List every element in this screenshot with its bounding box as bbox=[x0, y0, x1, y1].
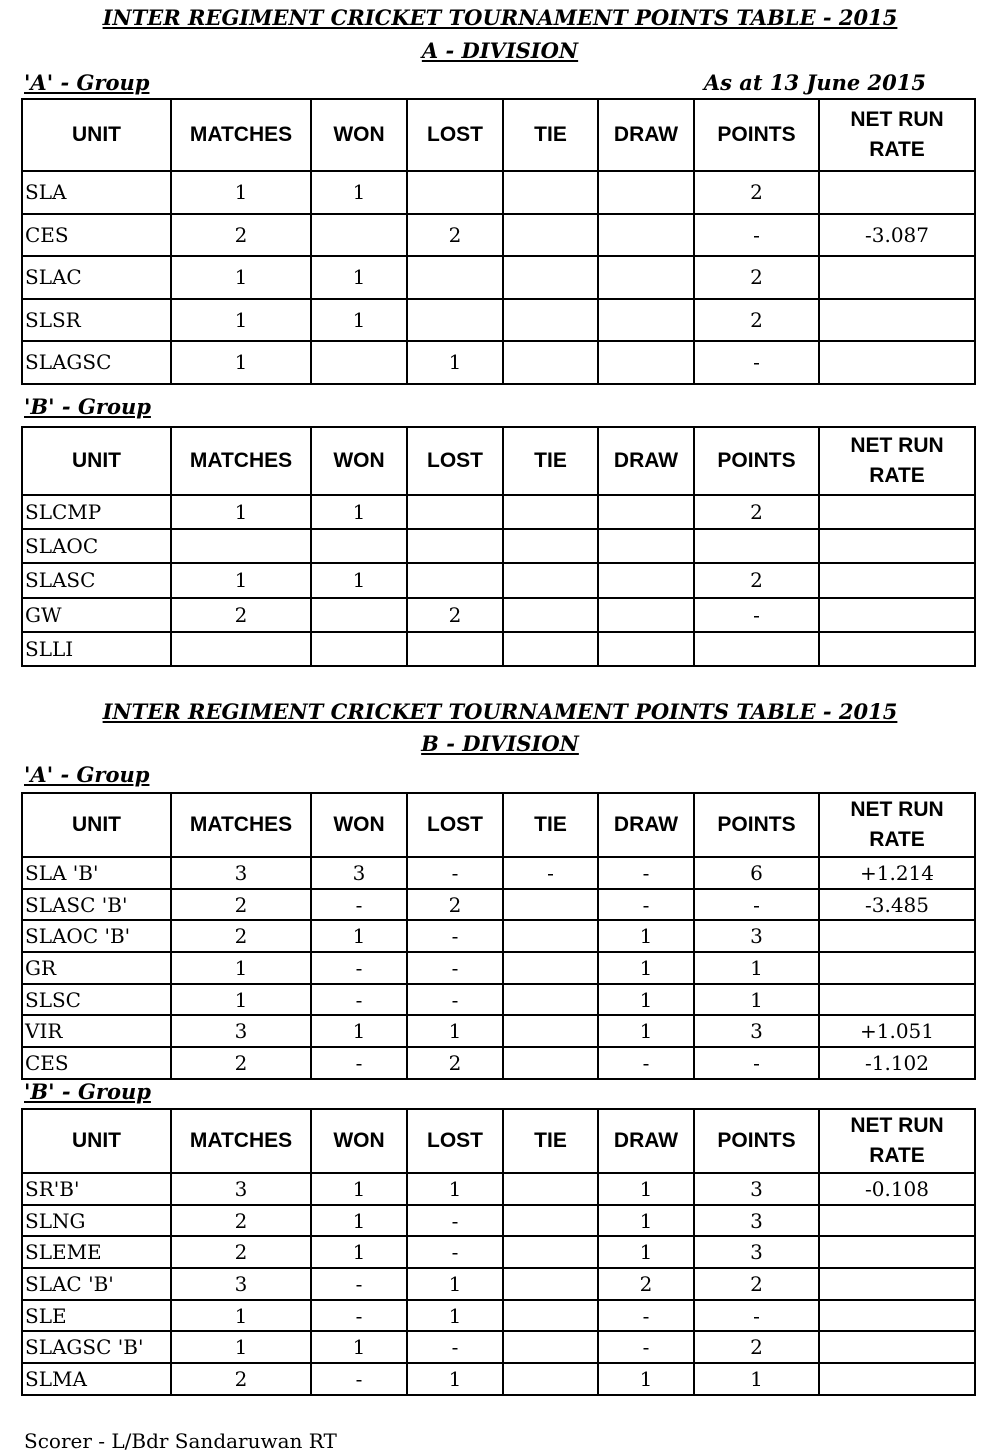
header-draw: DRAW bbox=[598, 99, 694, 171]
cell-draw: - bbox=[598, 1331, 694, 1363]
cell-unit: SLA 'B' bbox=[22, 857, 171, 889]
cell-points: - bbox=[694, 1047, 819, 1079]
cell-tie bbox=[503, 952, 598, 984]
header-points: POINTS bbox=[694, 793, 819, 857]
as-at-date: As at 13 June 2015 bbox=[703, 70, 926, 95]
cell-tie bbox=[503, 1363, 598, 1395]
cell-lost: 1 bbox=[407, 1015, 503, 1047]
division-b-title: INTER REGIMENT CRICKET TOURNAMENT POINTS TABLE - 2015 bbox=[102, 699, 898, 724]
header-won: WON bbox=[311, 1109, 407, 1173]
cell-lost: 1 bbox=[407, 1363, 503, 1395]
table-row bbox=[22, 563, 975, 597]
cell-nrr bbox=[819, 984, 975, 1016]
table-row bbox=[22, 598, 975, 632]
cell-won: 1 bbox=[311, 495, 407, 529]
cell-nrr bbox=[819, 563, 975, 597]
cell-unit: GR bbox=[22, 952, 171, 984]
header-nrr: NET RUN RATE bbox=[819, 793, 975, 857]
cell-points: 6 bbox=[694, 857, 819, 889]
cell-draw: 1 bbox=[598, 1205, 694, 1237]
cell-nrr bbox=[819, 1205, 975, 1237]
header-unit: UNIT bbox=[22, 793, 171, 857]
cell-lost: 2 bbox=[407, 598, 503, 632]
cell-draw bbox=[598, 632, 694, 666]
cell-draw: 1 bbox=[598, 1015, 694, 1047]
cell-lost bbox=[407, 632, 503, 666]
cell-unit: SLNG bbox=[22, 1205, 171, 1237]
cell-points: 3 bbox=[694, 1173, 819, 1205]
cell-points: 3 bbox=[694, 920, 819, 952]
cell-lost: - bbox=[407, 920, 503, 952]
cell-draw: 2 bbox=[598, 1268, 694, 1300]
cell-nrr: -3.485 bbox=[819, 889, 975, 921]
table-row bbox=[22, 1047, 975, 1079]
cell-lost bbox=[407, 299, 503, 342]
cell-unit: SLMA bbox=[22, 1363, 171, 1395]
cell-unit: CES bbox=[22, 1047, 171, 1079]
cell-tie bbox=[503, 889, 598, 921]
cell-points: 1 bbox=[694, 1363, 819, 1395]
cell-points: 2 bbox=[694, 171, 819, 214]
cell-points: 2 bbox=[694, 563, 819, 597]
cell-points: 2 bbox=[694, 495, 819, 529]
cell-matches: 1 bbox=[171, 1300, 311, 1332]
cell-unit: SR'B' bbox=[22, 1173, 171, 1205]
cell-lost: - bbox=[407, 1205, 503, 1237]
cell-draw bbox=[598, 214, 694, 257]
cell-draw bbox=[598, 171, 694, 214]
cell-draw: 1 bbox=[598, 1236, 694, 1268]
header-nrr: NET RUN RATE bbox=[819, 1109, 975, 1173]
cell-matches: 1 bbox=[171, 1331, 311, 1363]
cell-nrr: +1.051 bbox=[819, 1015, 975, 1047]
cell-tie bbox=[503, 598, 598, 632]
table-row bbox=[22, 1363, 975, 1395]
header-tie: TIE bbox=[503, 1109, 598, 1173]
cell-lost: - bbox=[407, 952, 503, 984]
cell-won: 1 bbox=[311, 1205, 407, 1237]
cell-won bbox=[311, 598, 407, 632]
cell-won: 1 bbox=[311, 171, 407, 214]
header-won: WON bbox=[311, 99, 407, 171]
cell-matches: 2 bbox=[171, 1363, 311, 1395]
cell-won: - bbox=[311, 952, 407, 984]
cell-lost: - bbox=[407, 984, 503, 1016]
division-a-group-a-label: 'A' - Group bbox=[24, 70, 150, 95]
cell-nrr: -1.102 bbox=[819, 1047, 975, 1079]
scorer-credit: Scorer - L/Bdr Sandaruwan RT bbox=[24, 1429, 337, 1453]
table-row bbox=[22, 1236, 975, 1268]
cell-lost: 1 bbox=[407, 1268, 503, 1300]
cell-tie bbox=[503, 299, 598, 342]
cell-tie bbox=[503, 1173, 598, 1205]
cell-nrr bbox=[819, 529, 975, 563]
cell-points: - bbox=[694, 598, 819, 632]
cell-unit: SLSR bbox=[22, 299, 171, 342]
table-row bbox=[22, 632, 975, 666]
division-b-group-b-table bbox=[21, 1108, 976, 1396]
cell-won: - bbox=[311, 984, 407, 1016]
table-row bbox=[22, 529, 975, 563]
cell-tie bbox=[503, 1331, 598, 1363]
header-draw: DRAW bbox=[598, 1109, 694, 1173]
cell-lost: - bbox=[407, 1236, 503, 1268]
cell-matches: 1 bbox=[171, 256, 311, 299]
cell-unit: SLCMP bbox=[22, 495, 171, 529]
cell-matches: 2 bbox=[171, 920, 311, 952]
cell-nrr bbox=[819, 1236, 975, 1268]
header-unit: UNIT bbox=[22, 1109, 171, 1173]
header-points: POINTS bbox=[694, 427, 819, 495]
cell-points: - bbox=[694, 1300, 819, 1332]
cell-won: 1 bbox=[311, 299, 407, 342]
cell-draw: 1 bbox=[598, 920, 694, 952]
cell-unit: SLASC 'B' bbox=[22, 889, 171, 921]
table-row bbox=[22, 171, 975, 214]
cell-tie bbox=[503, 529, 598, 563]
cell-matches bbox=[171, 529, 311, 563]
header-won: WON bbox=[311, 793, 407, 857]
header-nrr: NET RUN RATE bbox=[819, 99, 975, 171]
table-row bbox=[22, 857, 975, 889]
cell-points bbox=[694, 529, 819, 563]
cell-won: - bbox=[311, 889, 407, 921]
header-tie: TIE bbox=[503, 427, 598, 495]
header-matches: MATCHES bbox=[171, 793, 311, 857]
cell-nrr bbox=[819, 299, 975, 342]
header-lost: LOST bbox=[407, 99, 503, 171]
division-a-subtitle: A - DIVISION bbox=[421, 38, 579, 63]
cell-matches: 3 bbox=[171, 1015, 311, 1047]
cell-lost bbox=[407, 495, 503, 529]
cell-nrr bbox=[819, 1300, 975, 1332]
cell-matches: 3 bbox=[171, 857, 311, 889]
table-row bbox=[22, 920, 975, 952]
header-matches: MATCHES bbox=[171, 427, 311, 495]
cell-tie bbox=[503, 1015, 598, 1047]
cell-lost bbox=[407, 171, 503, 214]
cell-unit: SLASC bbox=[22, 563, 171, 597]
cell-points: - bbox=[694, 341, 819, 384]
cell-unit: SLE bbox=[22, 1300, 171, 1332]
cell-lost: 1 bbox=[407, 1300, 503, 1332]
cell-draw bbox=[598, 341, 694, 384]
cell-won bbox=[311, 214, 407, 257]
table-row bbox=[22, 1300, 975, 1332]
table-row bbox=[22, 952, 975, 984]
cell-lost: 1 bbox=[407, 1173, 503, 1205]
cell-unit: SLAGSC 'B' bbox=[22, 1331, 171, 1363]
header-lost: LOST bbox=[407, 427, 503, 495]
cell-matches: 2 bbox=[171, 1047, 311, 1079]
cell-won bbox=[311, 632, 407, 666]
cell-unit: SLAOC 'B' bbox=[22, 920, 171, 952]
cell-won: 1 bbox=[311, 920, 407, 952]
cell-nrr bbox=[819, 598, 975, 632]
cell-won: - bbox=[311, 1363, 407, 1395]
cell-points: - bbox=[694, 214, 819, 257]
division-b-subtitle: B - DIVISION bbox=[421, 731, 579, 756]
table-row bbox=[22, 1205, 975, 1237]
cell-tie bbox=[503, 1205, 598, 1237]
cell-matches: 1 bbox=[171, 984, 311, 1016]
cell-points: - bbox=[694, 889, 819, 921]
cell-matches: 1 bbox=[171, 952, 311, 984]
cell-lost: - bbox=[407, 857, 503, 889]
cell-points: 1 bbox=[694, 984, 819, 1016]
cell-won: 1 bbox=[311, 1015, 407, 1047]
table-row bbox=[22, 495, 975, 529]
cell-tie bbox=[503, 1047, 598, 1079]
cell-tie bbox=[503, 563, 598, 597]
header-lost: LOST bbox=[407, 793, 503, 857]
cell-draw bbox=[598, 563, 694, 597]
cell-matches: 1 bbox=[171, 563, 311, 597]
cell-unit: GW bbox=[22, 598, 171, 632]
cell-draw bbox=[598, 256, 694, 299]
cell-nrr bbox=[819, 256, 975, 299]
cell-draw: - bbox=[598, 857, 694, 889]
cell-points: 1 bbox=[694, 952, 819, 984]
cell-nrr bbox=[819, 952, 975, 984]
cell-won bbox=[311, 529, 407, 563]
header-points: POINTS bbox=[694, 1109, 819, 1173]
header-unit: UNIT bbox=[22, 99, 171, 171]
cell-tie bbox=[503, 632, 598, 666]
cell-draw bbox=[598, 299, 694, 342]
table-row bbox=[22, 1015, 975, 1047]
table-row bbox=[22, 1268, 975, 1300]
cell-points: 3 bbox=[694, 1236, 819, 1268]
table-row bbox=[22, 1173, 975, 1205]
cell-tie bbox=[503, 1236, 598, 1268]
header-won: WON bbox=[311, 427, 407, 495]
header-tie: TIE bbox=[503, 793, 598, 857]
cell-nrr bbox=[819, 1331, 975, 1363]
cell-lost: - bbox=[407, 1331, 503, 1363]
cell-won: 1 bbox=[311, 563, 407, 597]
cell-won: - bbox=[311, 1047, 407, 1079]
cell-nrr bbox=[819, 920, 975, 952]
cell-won: 1 bbox=[311, 1173, 407, 1205]
cell-matches: 2 bbox=[171, 889, 311, 921]
cell-lost: 2 bbox=[407, 214, 503, 257]
cell-unit: SLAOC bbox=[22, 529, 171, 563]
cell-matches: 2 bbox=[171, 1236, 311, 1268]
cell-nrr: -3.087 bbox=[819, 214, 975, 257]
header-points: POINTS bbox=[694, 99, 819, 171]
division-b-group-b-label: 'B' - Group bbox=[24, 1079, 151, 1104]
cell-points: 3 bbox=[694, 1015, 819, 1047]
cell-matches: 1 bbox=[171, 495, 311, 529]
division-b-group-a-label: 'A' - Group bbox=[24, 762, 150, 787]
cell-tie bbox=[503, 341, 598, 384]
cell-nrr bbox=[819, 495, 975, 529]
cell-points: 3 bbox=[694, 1205, 819, 1237]
cell-points bbox=[694, 632, 819, 666]
cell-matches: 2 bbox=[171, 598, 311, 632]
cell-won: 1 bbox=[311, 256, 407, 299]
cell-draw bbox=[598, 529, 694, 563]
cell-tie bbox=[503, 1268, 598, 1300]
header-matches: MATCHES bbox=[171, 1109, 311, 1173]
cell-matches: 2 bbox=[171, 1205, 311, 1237]
cell-tie bbox=[503, 1300, 598, 1332]
header-matches: MATCHES bbox=[171, 99, 311, 171]
cell-tie: - bbox=[503, 857, 598, 889]
cell-draw: 1 bbox=[598, 984, 694, 1016]
cell-nrr bbox=[819, 1268, 975, 1300]
cell-matches: 1 bbox=[171, 341, 311, 384]
cell-lost bbox=[407, 256, 503, 299]
cell-draw: 1 bbox=[598, 1363, 694, 1395]
cell-lost: 1 bbox=[407, 341, 503, 384]
cell-unit: SLAC bbox=[22, 256, 171, 299]
cell-won: 3 bbox=[311, 857, 407, 889]
table-row bbox=[22, 341, 975, 384]
cell-draw bbox=[598, 598, 694, 632]
cell-points: 2 bbox=[694, 256, 819, 299]
cell-points: 2 bbox=[694, 299, 819, 342]
division-a-group-b-table bbox=[21, 426, 976, 667]
cell-matches bbox=[171, 632, 311, 666]
cell-matches: 1 bbox=[171, 171, 311, 214]
table-row bbox=[22, 984, 975, 1016]
cell-draw: 1 bbox=[598, 1173, 694, 1205]
cell-draw: 1 bbox=[598, 952, 694, 984]
cell-nrr bbox=[819, 341, 975, 384]
cell-nrr bbox=[819, 171, 975, 214]
header-tie: TIE bbox=[503, 99, 598, 171]
division-b-group-a-table bbox=[21, 792, 976, 1080]
cell-won: - bbox=[311, 1300, 407, 1332]
cell-unit: SLA bbox=[22, 171, 171, 214]
cell-unit: VIR bbox=[22, 1015, 171, 1047]
table-row bbox=[22, 299, 975, 342]
header-nrr: NET RUN RATE bbox=[819, 427, 975, 495]
cell-tie bbox=[503, 256, 598, 299]
cell-matches: 1 bbox=[171, 299, 311, 342]
header-unit: UNIT bbox=[22, 427, 171, 495]
division-a-title: INTER REGIMENT CRICKET TOURNAMENT POINTS TABLE - 2015 bbox=[102, 5, 898, 30]
cell-unit: CES bbox=[22, 214, 171, 257]
cell-lost bbox=[407, 563, 503, 597]
cell-nrr bbox=[819, 1363, 975, 1395]
cell-won: 1 bbox=[311, 1236, 407, 1268]
table-row bbox=[22, 889, 975, 921]
header-lost: LOST bbox=[407, 1109, 503, 1173]
cell-nrr bbox=[819, 632, 975, 666]
cell-lost: 2 bbox=[407, 889, 503, 921]
cell-unit: SLSC bbox=[22, 984, 171, 1016]
cell-tie bbox=[503, 171, 598, 214]
cell-unit: SLLI bbox=[22, 632, 171, 666]
cell-lost: 2 bbox=[407, 1047, 503, 1079]
division-a-group-a-table bbox=[21, 98, 976, 385]
header-draw: DRAW bbox=[598, 793, 694, 857]
cell-nrr: -0.108 bbox=[819, 1173, 975, 1205]
cell-tie bbox=[503, 920, 598, 952]
cell-unit: SLEME bbox=[22, 1236, 171, 1268]
cell-unit: SLAGSC bbox=[22, 341, 171, 384]
cell-tie bbox=[503, 984, 598, 1016]
cell-matches: 3 bbox=[171, 1173, 311, 1205]
cell-tie bbox=[503, 214, 598, 257]
division-a-group-b-label: 'B' - Group bbox=[24, 394, 151, 419]
table-row bbox=[22, 214, 975, 257]
cell-draw: - bbox=[598, 1300, 694, 1332]
cell-tie bbox=[503, 495, 598, 529]
cell-draw bbox=[598, 495, 694, 529]
cell-points: 2 bbox=[694, 1268, 819, 1300]
cell-points: 2 bbox=[694, 1331, 819, 1363]
cell-won: - bbox=[311, 1268, 407, 1300]
cell-matches: 3 bbox=[171, 1268, 311, 1300]
cell-won bbox=[311, 341, 407, 384]
cell-lost bbox=[407, 529, 503, 563]
cell-draw: - bbox=[598, 889, 694, 921]
cell-unit: SLAC 'B' bbox=[22, 1268, 171, 1300]
cell-won: 1 bbox=[311, 1331, 407, 1363]
cell-nrr: +1.214 bbox=[819, 857, 975, 889]
cell-draw: - bbox=[598, 1047, 694, 1079]
cell-matches: 2 bbox=[171, 214, 311, 257]
header-draw: DRAW bbox=[598, 427, 694, 495]
table-row bbox=[22, 1331, 975, 1363]
table-row bbox=[22, 256, 975, 299]
